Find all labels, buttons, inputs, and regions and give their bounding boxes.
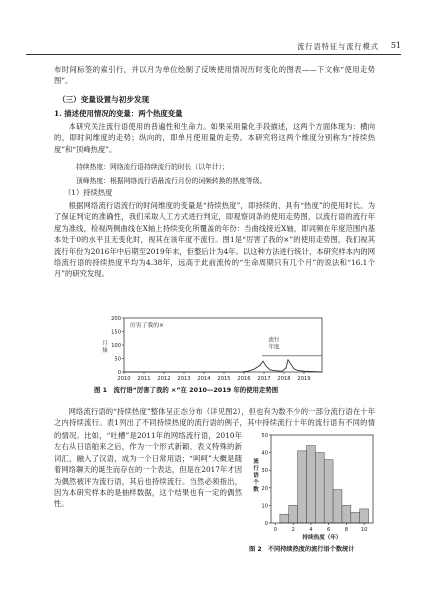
figure-2-caption: 图 2 不同持续热度的流行语个数统计 [249,546,355,553]
figure-2-xtick-label: 10 [360,527,368,533]
figure-1-data-point [242,372,243,373]
figure-1-xtick-label: 2018 [277,376,291,382]
running-header [26,40,401,55]
subsubsection-heading: （1）持续热度 [64,188,113,197]
figure-2-ytick-label: 10 [261,503,268,510]
figure-1-data-point [270,369,271,370]
figure-1-caption: 图 1 流行语“厉害了我的 ×”在 2010—2019 年的使用走势图 [94,386,279,394]
figure-2-xlabel: 持续热度（年） [302,535,342,541]
figure-2-xtick-label: 6 [326,527,331,533]
figure-1-ytick-label: 100 [111,343,121,349]
figure-1-data-point [282,371,283,372]
figure-2-ytick-label: 30 [261,468,268,475]
figure-2-bar [280,514,289,523]
figure-1-data-point [322,372,323,373]
figure-1-xtick-label: 2013 [177,376,191,382]
figure-2-bar [333,490,342,523]
figure-1-data-point [266,366,267,367]
figure-2-xtick-label: 0 [273,527,278,533]
figure-1-data-point [294,368,295,369]
figure-1-data-point [286,368,287,369]
figure-2-ytick-label: 40 [261,450,268,457]
figure-1-xtick-label: 2015 [217,376,231,382]
figure-1-ytick-label: 0 [117,370,121,376]
figure-2-bar [306,446,315,523]
figure-1-data-point [263,361,264,362]
figure-2-bar [360,509,369,523]
figure-1-data-point [298,370,299,371]
figure-2-ytick-label: 50 [261,433,268,439]
figure-2-bar [315,453,324,523]
figure-2-bar [351,512,360,523]
paragraph-distribution-wrapped [54,430,242,562]
figure-1-data-point [254,369,255,370]
figure-1-series-line [124,360,322,372]
figure-1-data-point [278,371,279,372]
figure-1-ytick-label: 150 [111,329,121,336]
figure-1-xtick-label: 2010 [117,376,131,382]
paragraph-distribution-lead [54,406,375,430]
definition-peak: 顶峰热度：根据网络流行语最流行月份的词频转换的热度等级。 [76,177,267,185]
figure-1-xtick-label: 2016 [237,376,251,382]
figure-2-xtick-label: 2 [291,527,295,533]
figure-1-data-point [316,371,317,372]
paragraph-sustained-heat: 根据网络流行语流行的时间维度的变量是“持续热度”，即持续的、具有“热度”的使用时长。为了保证判定的准确性，我们采取人工方式进行判定，即观察词条的使用走势图，以流行语的流行年度为准线，检视两侧曲线在X轴上持续变化所覆盖的年份：当曲线接近X轴，即词频在年度范围内基本处于0的水平且无变化时，视其在该年度不流行。图1是“厉害了我的×”的使用走势图，我们视其流行年份为2016年中后期至2019年末，佢整后计为4年。以这种方法进行统计，本研究样本内的网络流行语的持续热度平均为4.38年，远高于此前流传的“生命周期只有几个月”的说法和“16.1个月”的研究发现。 [54,201,375,279]
figure-2-bar [324,460,333,523]
figure-1-data-point [304,371,305,372]
paragraph-variables: 本研究关注流行语使用的普遍性和生命力。如果采用量化手段描述，这两个方面体现为：横向的，即时间维度的走势；纵向的，即单月使用量的走势。本研究将这两个维度分别称为“持续热度”和“顶峰热度”。 [54,122,375,154]
figure-2-bar [298,451,307,523]
section-heading: （三）变量设置与初步发现 [58,95,150,104]
definition-sustained: 持续热度：网络流行语持续流行的时长（以年计）； [76,163,229,171]
figure-1-ytick-label: 50 [114,356,121,363]
figure-1-data-point [248,371,249,372]
figure-1-xtick-label: 2019 [297,376,311,382]
figure-1-data-point [291,364,292,365]
figure-1-xtick-label: 2012 [157,376,171,382]
figure-2-ytick-label: 20 [261,485,268,492]
figure-1-data-point [124,372,125,373]
figure-1-data-point [260,365,261,366]
figure-1-data-point [214,372,215,373]
figure-2-bar-chart [249,431,379,541]
figure-1-series-label: 厉害了我的× [130,323,164,329]
paragraph-distribution-text: 网络流行语的“持续热度”整体呈正态分布（详见图2），但也有为数不少的一部分流行语在十年之内持续流行。表1列出了不同持续热度的流行语的例子，其中持续流行十年的流行语有不同的情 [54,407,375,428]
figure-2-ylabel: 流行语个数 [253,459,259,493]
figure-1-xtick-label: 2017 [257,376,271,382]
figure-1-ylabel: 月频 [102,341,108,354]
figure-1-usage-trend-chart [96,312,336,384]
figure-2-xtick-label: 4 [309,527,313,533]
figure-1-xtick-label: 2014 [197,376,211,382]
figure-1-xtick-label: 2011 [137,376,151,382]
figure-2-xtick-label: 8 [344,527,349,533]
figure-2-bar [342,505,351,523]
figure-1-data-point [288,360,289,361]
paragraph-distribution-continued: 的情况。比如，“吐槽”是2011年的网络流行语，2010年左右从日语舶来之后，作为一个形式新颖、表义特殊的新词汇，融入了汉语，成为一个日常用语；“呵呵”大概是随着网络聊天的诞生而存在的一个表达，但是在2017年才因为偶然被评为流行语，其后也持续流行。当然必须指出，因为本研究样本的是抽样数据，这个结果也有一定的偶然性。 [54,431,242,509]
page-number: 51 [390,41,401,50]
figure-2-bar [289,505,298,523]
figure-1-ytick-label: 200 [111,316,121,322]
running-title: 流行语特征与流行模式 [297,42,379,51]
figure-1-data-point [310,371,311,372]
subsection-heading: 1. 描述使用情况的变量：两个热度变量 [54,109,183,118]
paragraph-continuation: 布时间标签的索引行，并以月为单位绘制了反映使用情况历时变化的图表——下文称“使用走势图”。 [54,65,375,86]
figure-1-annotation: 流行年度 [268,337,280,351]
figure-1-data-point [274,370,275,371]
figure-2-ytick-label: 0 [264,521,268,527]
